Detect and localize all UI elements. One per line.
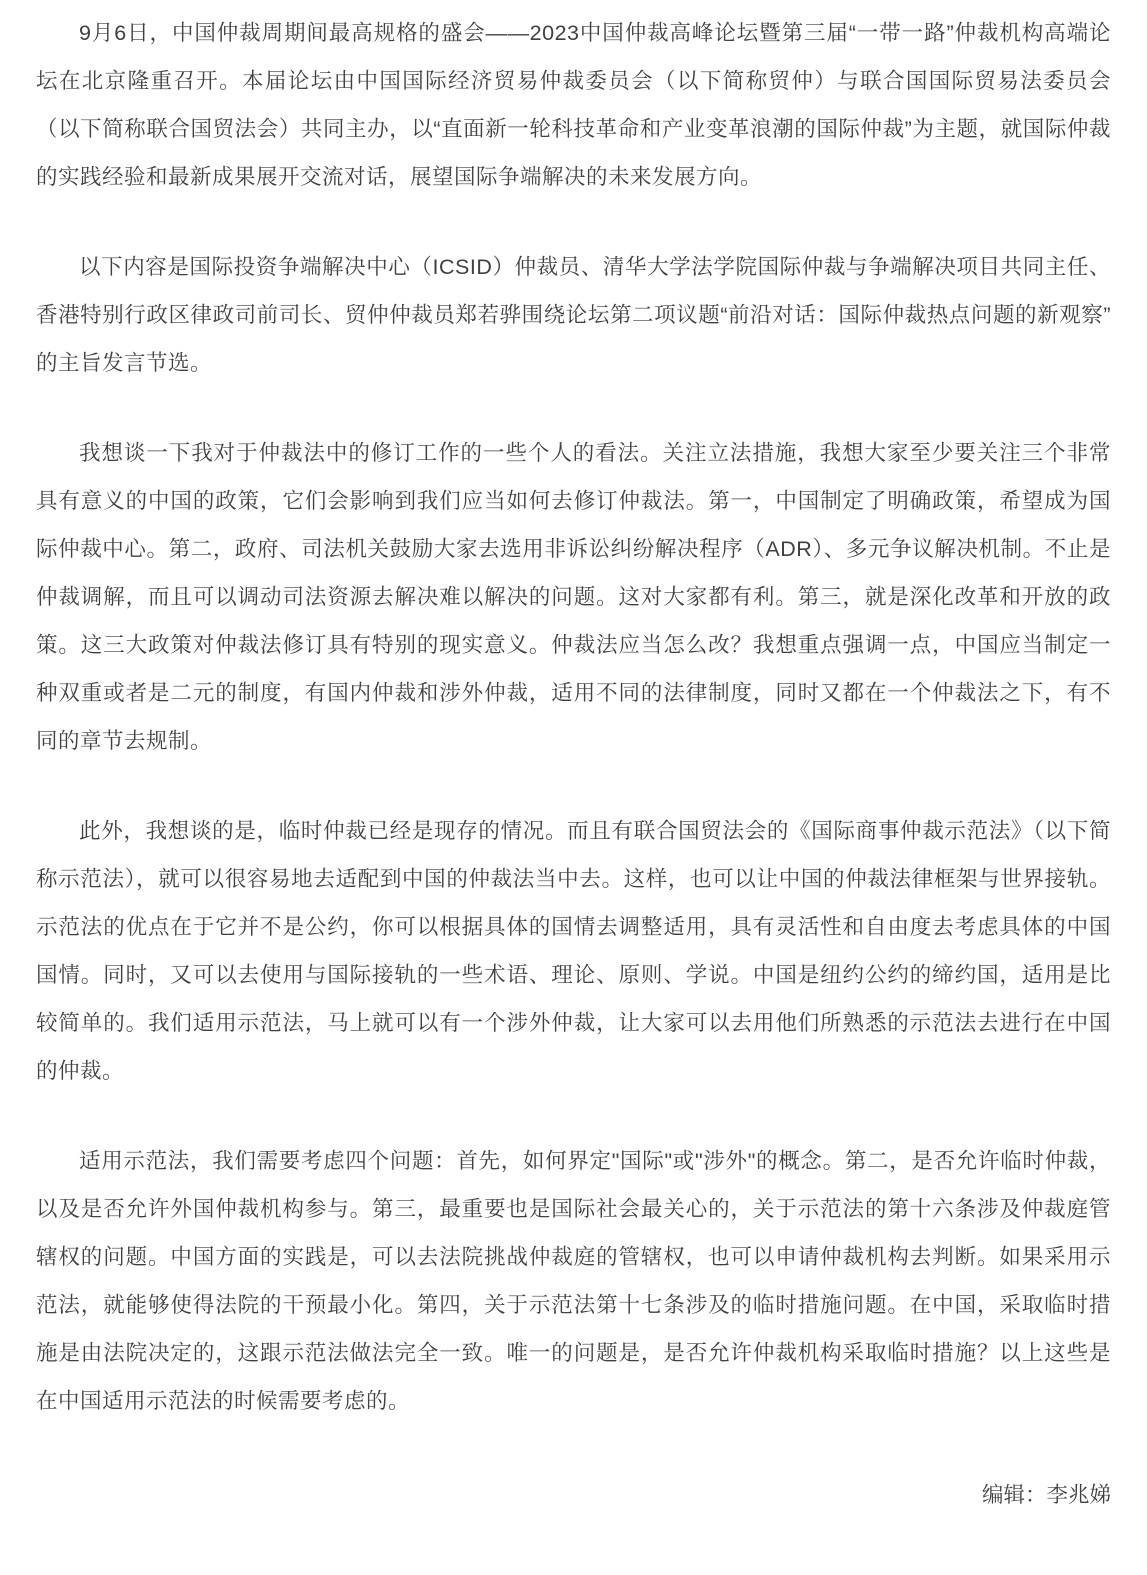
- article-paragraph: 9月6日，中国仲裁周期间最高规格的盛会——2023中国仲裁高峰论坛暨第三届“一带一路”仲裁机构高端论坛在北京隆重召开。本届论坛由中国国际经济贸易仲裁委员会（以下简称贸仲）与联合国国际贸易法委员会（以下简称联合国贸法会）共同主办，以“直面新一轮科技革命和产业变革浪潮的国际仲裁”为主题，就国际仲裁的实践经验和最新成果展开交流对话，展望国际争端解决的未来发展方向。: [36, 21, 1111, 189]
- article-paragraph: 我想谈一下我对于仲裁法中的修订工作的一些个人的看法。关注立法措施，我想大家至少要关注三个非常具有意义的中国的政策，它们会影响到我们应当如何去修订仲裁法。第一，中国制定了明确政策，希望成为国际仲裁中心。第二，政府、司法机关鼓励大家去选用非诉讼纠纷解决程序（ADR）、多元争议解决机制。不止是仲裁调解，而且可以调动司法资源去解决难以解决的问题。这对大家都有利。第三，就是深化改革和开放的政策。这三大政策对仲裁法修订具有特别的现实意义。仲裁法应当怎么改？我想重点强调一点，中国应当制定一种双重或者是二元的制度，有国内仲裁和涉外仲裁，适用不同的法律制度，同时又都在一个仲裁法之下，有不同的章节去规制。: [36, 441, 1111, 753]
- article-paragraph: 适用示范法，我们需要考虑四个问题：首先，如何界定"国际"或"涉外"的概念。第二，是否允许临时仲裁，以及是否允许外国仲裁机构参与。第三，最重要也是国际社会最关心的，关于示范法的第十六条涉及仲裁庭管辖权的问题。中国方面的实践是，可以去法院挑战仲裁庭的管辖权，也可以申请仲裁机构去判断。如果采用示范法，就能够使得法院的干预最小化。第四，关于示范法第十七条涉及的临时措施问题。在中国，采取临时措施是由法院决定的，这跟示范法做法完全一致。唯一的问题是，是否允许仲裁机构采取临时措施？以上这些是在中国适用示范法的时候需要考虑的。: [36, 1149, 1111, 1413]
- editor-credit: 编辑：李兆娣: [981, 1483, 1111, 1507]
- article-paragraph: 此外，我想谈的是，临时仲裁已经是现存的情况。而且有联合国贸法会的《国际商事仲裁示范法》（以下简称示范法），就可以很容易地去适配到中国的仲裁法当中去。这样，也可以让中国的仲裁法律框架与世界接轨。示范法的优点在于它并不是公约，你可以根据具体的国情去调整适用，具有灵活性和自由度去考虑具体的中国国情。同时，又可以去使用与国际接轨的一些术语、理论、原则、学说。中国是纽约公约的缔约国，适用是比较简单的。我们适用示范法，马上就可以有一个涉外仲裁，让大家可以去用他们所熟悉的示范法去进行在中国的仲裁。: [36, 819, 1111, 1083]
- article-paragraph: 以下内容是国际投资争端解决中心（ICSID）仲裁员、清华大学法学院国际仲裁与争端解决项目共同主任、香港特别行政区律政司前司长、贸仲仲裁员郑若骅围绕论坛第二项议题“前沿对话：国际仲裁热点问题的新观察”的主旨发言节选。: [36, 255, 1111, 375]
